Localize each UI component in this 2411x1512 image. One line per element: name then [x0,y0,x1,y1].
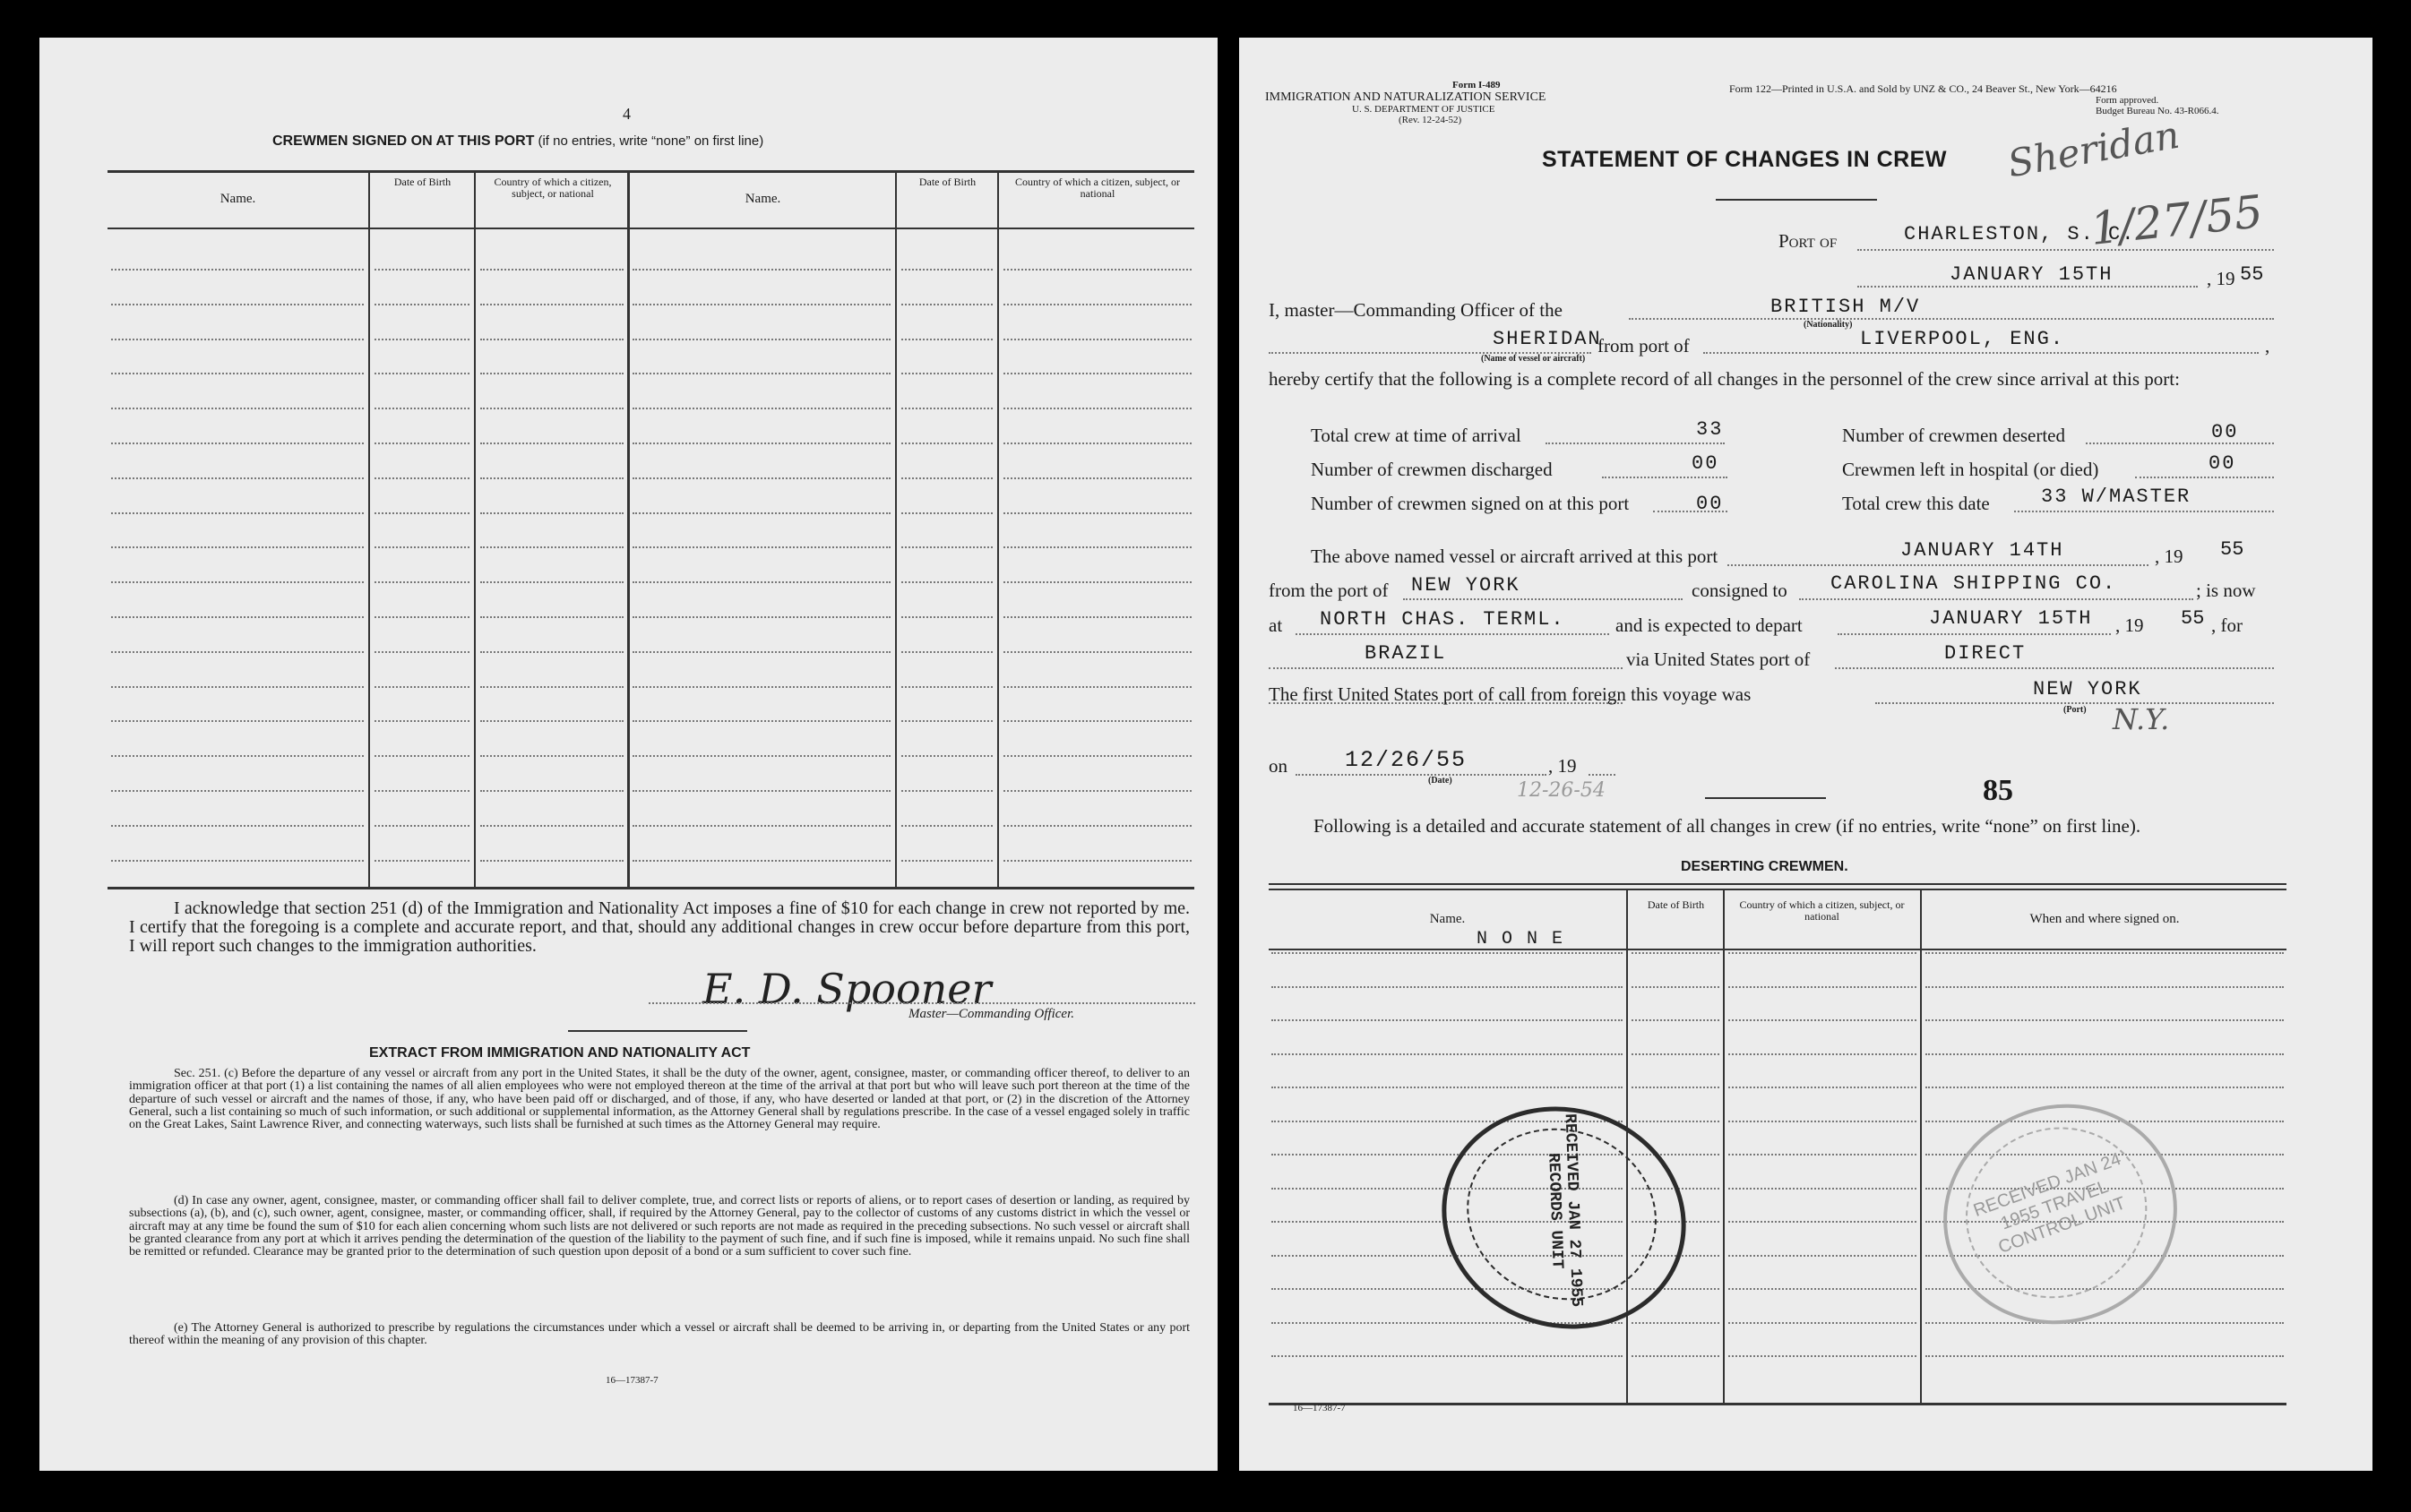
table-row-rule [1728,1188,1916,1190]
table-row-rule [480,581,624,583]
vessel-caption: (Name of vessel or aircraft) [1481,354,1586,364]
deserting-title: DESERTING CREWMEN. [1681,859,1848,874]
table-row-rule [633,825,891,827]
table-row-rule [633,512,891,514]
from-the-port-value: NEW YORK [1411,574,1520,597]
table-row-rule [111,651,364,653]
year-value: 55 [2240,263,2264,286]
table-row-rule [1003,373,1192,374]
first-port-value: NEW YORK [2033,678,2142,700]
nationality-caption: (Nationality) [1804,320,1853,330]
table-row-rule [901,304,993,305]
agency-name: IMMIGRATION AND NATURALIZATION SERVICE [1265,90,1546,104]
table-row-rule [1003,755,1192,757]
table-row-rule [901,790,993,792]
table-row-rule [1271,986,1623,988]
table-row-rule [111,304,364,305]
table-row-rule [480,408,624,409]
sec-251-d: (d) In case any owner, agent, consignee, master, or commanding officer shall fail to deliver complete, true, and correct lists or reports of aliens, or to report cases of desertion or landing, as required by subsections (a), (b), and (c), such owner, agent, consignee, master, or commanding officer, shall, if required by the Attorney General, pay to the collector of customs of any customs district in which the vessel or aircraft may at any time be found the sum of $10 for each alien concerning whom such lists are not delivered or such reports are not made as required in the preceding subsections. No such vessel or aircraft shall be granted clearance from any port at which it arrives pending the determination of the question of the liability to the payment of such fine, and if such fine is imposed, while it remains unpaid. No such fine shall be remitted or refunded. Clearance may be granted prior to the determination of such question upon deposit of a bond or a sum sufficient to cover such fine. [129,1194,1190,1259]
comma-punct: , [2265,335,2270,357]
col-dob-2: Date of Birth [918,176,977,188]
hospital-label: Crewmen left in hospital (or died) [1842,459,2099,480]
port-label: Port of [1778,230,1838,252]
col-name: Name. [1429,912,1466,926]
table-row-rule [111,686,364,688]
table-row-rule [111,581,364,583]
for-word: for [2220,614,2243,636]
table-row-rule [1271,1019,1623,1021]
footer-code: 16—17387-7 [1293,1403,1346,1413]
table-row-rule [901,373,993,374]
table-row-rule [375,825,469,827]
table-row-rule [1003,581,1192,583]
arrived-year: 55 [2220,538,2244,561]
table-row-rule [375,790,469,792]
table-row-rule [1003,860,1192,862]
depart-year: 55 [2181,607,2205,630]
signed-on-label: Number of crewmen signed on at this port [1311,493,1630,514]
table-row-rule [375,442,469,444]
for-value: BRAZIL [1365,642,1447,665]
table-row-rule [901,616,993,618]
table-row-rule [111,339,364,340]
table-row-rule [633,755,891,757]
consigned-value: CAROLINA SHIPPING CO. [1830,572,2117,595]
table-row-rule [1925,1322,2284,1324]
table-row-rule [375,755,469,757]
table-row-rule [901,512,993,514]
table-row-rule [480,304,624,305]
table-row-rule [1728,1221,1916,1223]
first-port-label: The first United States port of call from foreign this voyage was [1269,683,1752,705]
table-row-rule [480,755,624,757]
table-row-rule [480,686,624,688]
total-arrival-label: Total crew at time of arrival [1311,425,1521,446]
table-row-rule [1728,1154,1916,1155]
deserted-value: 00 [2211,421,2239,443]
table-row-rule [1271,1355,1623,1357]
department-name: U. S. DEPARTMENT OF JUSTICE [1352,104,1495,115]
footer-code: 16—17387-7 [606,1375,659,1386]
table-row-rule [901,442,993,444]
table-row-rule [480,339,624,340]
table-row-rule [1271,952,1623,954]
table-row-rule [1632,1019,1719,1021]
vessel-name-value: SHERIDAN [1493,328,1602,350]
form-title: STATEMENT OF CHANGES IN CREW [1542,147,1947,172]
table-row-rule [633,373,891,374]
col-country-2: Country of which a citizen, subject, or national [1015,176,1180,200]
table-row-rule [1728,1121,1916,1122]
table-row-rule [633,546,891,548]
table-row-rule [111,477,364,479]
hospital-value: 00 [2209,452,2236,475]
table-row-rule [1003,442,1192,444]
discharged-value: 00 [1692,452,1719,475]
table-row-rule [1925,1087,2284,1088]
title-main: CREWMEN SIGNED ON AT THIS PORT [272,133,535,149]
printer-line: Form 122—Printed in U.S.A. and Sold by UNZ & CO., 24 Beaver St., New York—64216 [1729,82,2117,95]
form-number: Form I-489 [1452,80,1501,90]
table-row-rule [1003,546,1192,548]
section-title [272,133,763,150]
table-row-rule [1728,1019,1916,1021]
table-row-rule [375,720,469,722]
table-row-rule [1003,686,1192,688]
col-dob-1: Date of Birth [393,176,452,188]
total-date-label: Total crew this date [1842,493,1990,514]
sec-251-c: Sec. 251. (c) Before the departure of any vessel or aircraft from any port in the United States, it shall be the duty of the owner, agent, consignee, master, or commanding officer thereof, to deliver to an immigration officer at that port (1) a list containing the names of all alien employees who were not employed thereon at the time of the arrival at that port but who will leave such port thereon at the time of the departure of such vessel or aircraft and the names of those, if any, who have been paid off or discharged, and of those, if any, who have deserted or landed at that port, or (2) in the discretion of the Attorney General, such a list containing so much of such information, or such additional or supplemental information, as the Attorney General shall by regulations prescribe. In the case of a vessel engaged solely in traffic on the Great Lakes, Saint Lawrence River, and connecting waterways, such lists shall be furnished at such times as the Attorney General may require. [129,1067,1190,1132]
table-row-rule [1728,1087,1916,1088]
table-row-rule [633,790,891,792]
table-row-rule [375,686,469,688]
arrived-value: JANUARY 14TH [1900,539,2064,562]
table-row-rule [480,477,624,479]
year-prefix-digits: 19 [2216,268,2235,289]
handwritten-vessel-name: Sheridan [2004,112,2183,186]
table-row-rule [1728,952,1916,954]
at-value: NORTH CHAS. TERML. [1320,608,1565,631]
certify-text: hereby certify that the following is a complete record of all changes in the personnel of the crew since arrival at this port: [1269,368,2180,390]
table-row-rule [375,269,469,271]
on-year: , 19 [1548,755,1577,777]
table-row-rule [1003,790,1192,792]
table-row-rule [633,581,891,583]
from-port-label: from port of [1597,335,1690,357]
expected-label: and is expected to depart [1615,614,1803,636]
master-label: I, master—Commanding Officer of the [1269,299,1563,321]
table-row-rule [480,651,624,653]
left-page [39,38,1218,1471]
date-caption: (Date) [1428,776,1452,786]
col-country-1: Country of which a citizen, subject, or national [494,176,612,200]
page-number: 4 [623,105,631,123]
table-row-rule [633,304,891,305]
table-row-rule [633,477,891,479]
table-row-rule [633,442,891,444]
table-row-rule [375,546,469,548]
travel-control-unit-stamp [1912,1071,2208,1356]
table-row-rule [111,512,364,514]
via-value: DIRECT [1944,642,2027,665]
table-row-rule [1003,477,1192,479]
table-row-rule [111,720,364,722]
stamp-left-text: RECEIVED JAN 27 1955 RECORDS UNIT [1544,1113,1586,1308]
col-name-2: Name. [745,192,781,206]
table-row-rule [633,339,891,340]
table-row-rule [111,825,364,827]
table-row-rule [633,616,891,618]
table-row-rule [901,860,993,862]
table-row-rule [633,686,891,688]
table-row-rule [1632,986,1719,988]
table-row-rule [375,477,469,479]
table-row-rule [633,651,891,653]
table-row-rule [480,616,624,618]
arrived-year-prefix: , 19 [2155,546,2183,567]
for-label: , for [2211,614,2243,636]
on-year-prefix: 19 [1557,755,1577,777]
table-row-rule [1632,1087,1719,1088]
total-date-value: 33 W/MASTER [2041,485,2191,508]
year-prefix: , 19 [2207,268,2235,289]
table-row-rule [1728,1355,1916,1357]
table-row-rule [901,720,993,722]
sec-251-e: (e) The Attorney General is authorized to prescribe by regulations the circumstances under which a vessel or aircraft shall be deemed to be arriving in, or departing from the United States or any port thereof within the meaning of any provision of this chapter. [129,1321,1190,1348]
table-row-rule [901,581,993,583]
table-row-rule [901,339,993,340]
master-signature: E. D. Spooner [702,965,992,1013]
from-port-value: LIVERPOOL, ENG. [1860,328,2065,350]
deserted-label: Number of crewmen deserted [1842,425,2065,446]
on-value: 12/26/55 [1345,747,1468,773]
table-row-rule [480,546,624,548]
table-row-rule [1925,986,2284,988]
table-row-rule [901,269,993,271]
table-row-rule [480,512,624,514]
received-records-unit-stamp [1413,1076,1715,1361]
table-row-rule [480,720,624,722]
table-row-rule [901,755,993,757]
depart-year-prefix: , 19 [2115,614,2144,636]
table-row-rule [480,860,624,862]
table-row-rule [480,269,624,271]
table-row-rule [1003,269,1192,271]
table-row-rule [1925,1053,2284,1055]
table-row-rule [375,581,469,583]
right-page [1239,38,2372,1471]
table-row-rule [1728,1322,1916,1324]
port-caption: (Port) [2063,705,2087,715]
table-row-rule [375,304,469,305]
table-row-rule [901,546,993,548]
table-row-rule [633,269,891,271]
table-row-rule [633,408,891,409]
stamped-number: 85 [1983,774,2013,807]
table-row-rule [111,546,364,548]
arrived-label: The above named vessel or aircraft arrived at this port [1311,546,1718,567]
table-row-rule [1632,1355,1719,1357]
table-row-rule [633,720,891,722]
table-row-rule [480,373,624,374]
table-row-rule [1728,1288,1916,1290]
col-when-where: When and where signed on. [2029,912,2180,926]
table-row-rule [1728,1053,1916,1055]
acknowledgement-text: I acknowledge that section 251 (d) of the Immigration and Nationality Act imposes a fine of $10 for each change in crew not reported by me. I certify that the foregoing is a complete and accurate report, and that, should any additional changes in crew occur before departure from this port, I will report such changes to the immigration authorities. [129,898,1190,956]
table-row-rule [111,616,364,618]
signature-caption: Master—Commanding Officer. [908,1007,1074,1021]
table-row-rule [1003,512,1192,514]
table-row-rule [111,755,364,757]
total-arrival-value: 33 [1696,418,1724,441]
col-dob: Date of Birth [1647,898,1705,911]
table-row-rule [901,651,993,653]
table-row-rule [111,408,364,409]
table-row-rule [901,686,993,688]
nationality-value: BRITISH M/V [1770,296,1921,318]
consigned-label: consigned to [1692,580,1787,601]
col-country: Country of which a citizen, subject, or national [1739,898,1905,923]
table-row-rule [375,512,469,514]
table-row-rule [1271,1087,1623,1088]
table-row-rule [1003,651,1192,653]
table-row-rule [1271,1053,1623,1055]
budget-bureau: Budget Bureau No. 43-R066.4. [2096,106,2219,116]
table-row-rule [480,442,624,444]
at-label: at [1269,614,1283,636]
signed-on-value: 00 [1696,493,1724,515]
handwritten-on-date: 12-26-54 [1517,779,1606,802]
form-approved: Form approved. [2096,95,2159,106]
extract-title: EXTRACT FROM IMMIGRATION AND NATIONALITY ACT [369,1045,751,1061]
table-row-rule [901,408,993,409]
table-row-rule [1003,304,1192,305]
table-row-rule [1728,986,1916,988]
table-row-rule [1925,1019,2284,1021]
table-row-rule [375,408,469,409]
table-row-rule [480,790,624,792]
is-now-label: ; is now [2196,580,2256,601]
table-row-rule [901,477,993,479]
table-row-rule [375,651,469,653]
on-label: on [1269,755,1287,777]
table-row-rule [633,860,891,862]
table-row-rule [375,339,469,340]
handwritten-date: 1/27/55 [2088,185,2266,255]
table-row-rule [375,373,469,374]
stamp-right-text: RECEIVED JAN 24 1955 TRAVEL CONTROL UNIT [1970,1149,2129,1258]
table-row-rule [1728,1255,1916,1257]
table-row-rule [1632,952,1719,954]
table-row-rule [480,825,624,827]
date-value: JANUARY 15TH [1950,263,2114,286]
table-row-rule [1003,339,1192,340]
table-row-rule [111,442,364,444]
title-note: (if no entries, write “none” on first line) [538,133,764,149]
via-label: via United States port of [1626,649,1811,670]
table-row-rule [111,269,364,271]
table-row-rule [1925,1355,2284,1357]
table-row-rule [1632,1053,1719,1055]
form-revision: (Rev. 12-24-52) [1399,115,1462,125]
table-row-rule [111,373,364,374]
following-text: Following is a detailed and accurate statement of all changes in crew (if no entries, write “none” on first line). [1313,815,2141,837]
table-row-rule [111,790,364,792]
table-row-rule [375,616,469,618]
table-row-rule [111,860,364,862]
table-row-rule [1925,952,2284,954]
table-row-rule [1003,408,1192,409]
table-row-rule [1632,1121,1719,1122]
table-row-rule [1003,720,1192,722]
port-value: CHARLESTON, S. C. [1904,223,2136,245]
first-entry: N O N E [1477,929,1565,949]
table-row-rule [1003,825,1192,827]
table-row-rule [375,860,469,862]
col-name-1: Name. [220,192,256,206]
table-row-rule [1632,1322,1719,1324]
discharged-label: Number of crewmen discharged [1311,459,1553,480]
table-row-rule [1003,616,1192,618]
from-the-port-label: from the port of [1269,580,1389,601]
depart-value: JANUARY 15TH [1929,607,2093,630]
handwritten-ny: N.Y. [2113,702,2170,736]
table-row-rule [901,825,993,827]
